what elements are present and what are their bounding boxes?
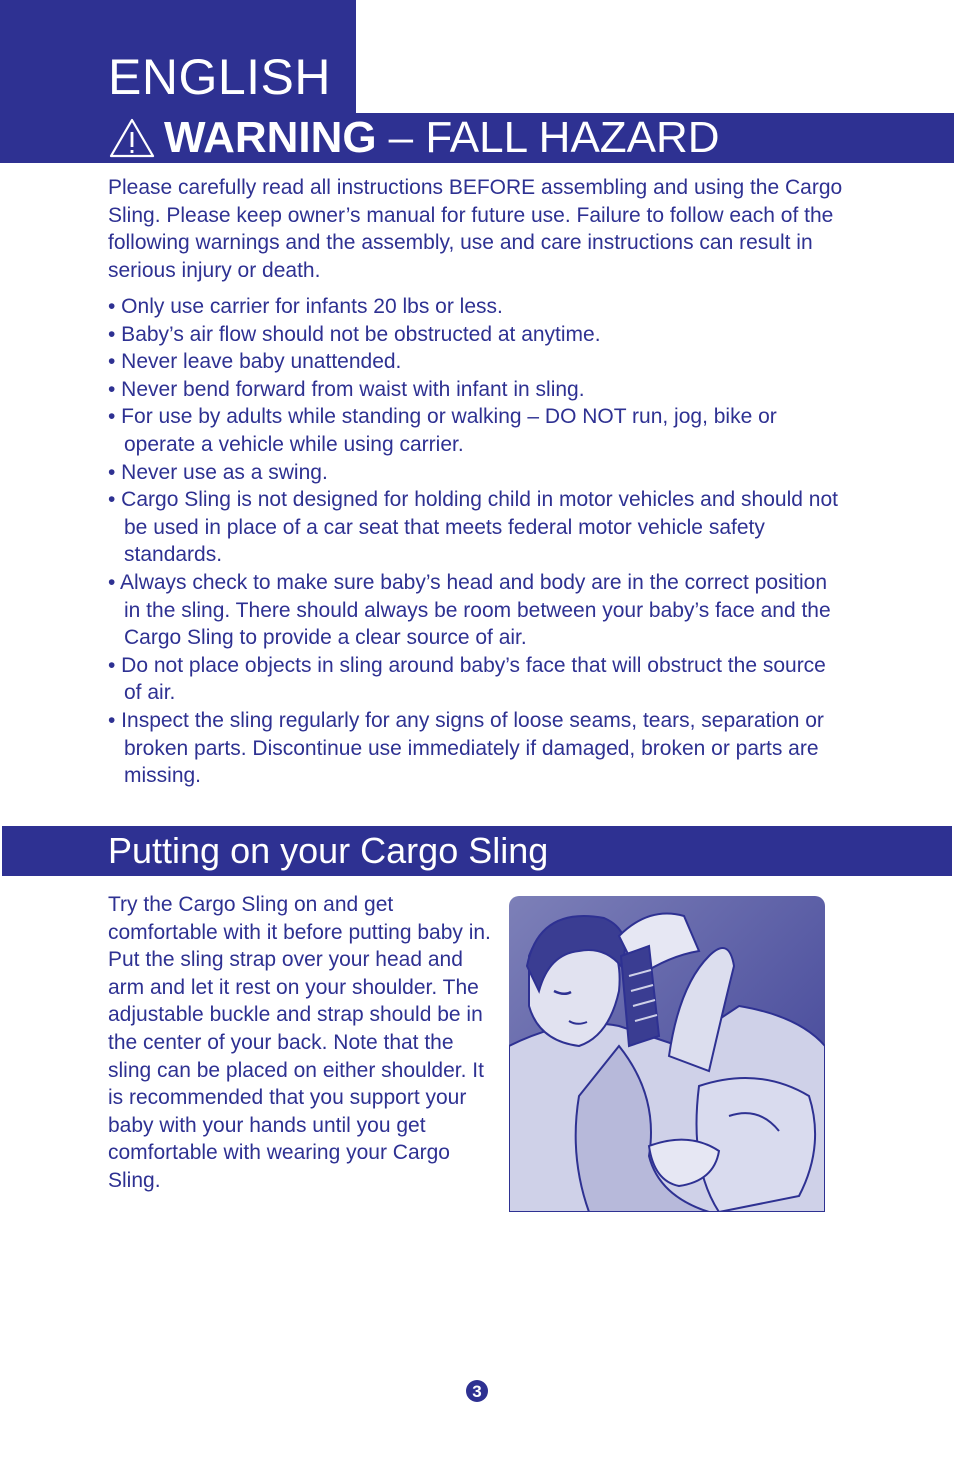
warning-item: • Baby’s air flow should not be obstructed at anytime. [108,322,601,346]
warning-item: • Always check to make sure baby’s head and body are in the correct position in the sling. There should always be room between your baby’s face and the Cargo Sling to provide a clear source of air. [108,570,831,650]
section-title: Putting on your Cargo Sling [108,830,549,871]
warning-item: • Only use carrier for infants 20 lbs or less. [108,295,503,318]
warning-item: • Never bend forward from waist with infant in sling. [108,377,585,401]
sling-illustration [509,896,825,1212]
warning-title [108,113,720,163]
section-body: Try the Cargo Sling on and get comfortable with it before putting baby in. Put the sling strap over your head and arm and let it rest on your shoulder. The adjustable buckle and strap should be in the center of your back. Note that the sling can be placed on either shoulder. It is recommended that you support your baby with your hands until you get comfortable with wearing your Cargo Sling. [108,893,491,1192]
warning-triangle-icon [108,117,156,159]
warning-label: WARNING [164,113,377,162]
warning-item: • Never leave baby unattended. [108,350,402,374]
page-number: 3 [472,1381,482,1401]
warning-item: • Inspect the sling regularly for any signs of loose seams, tears, separation or broken parts. Discontinue use immediately if damaged, broken or parts are missing. [108,708,824,788]
language-title: ENGLISH [108,49,332,105]
warning-item: • Cargo Sling is not designed for holding child in motor vehicles and should not be used in place of a car seat that meets federal motor vehicle safety standards. [108,488,838,567]
warning-item: • Never use as a swing. [108,460,328,484]
intro-paragraph: Please carefully read all instructions BEFORE assembling and using the Cargo Sling. Please keep owner’s manual for future use. Failure to follow each of the following warnings and the assembly, use and care instructions can result in serious injury or death. [108,176,843,282]
warning-item: • Do not place objects in sling around baby’s face that will obstruct the source of air. [108,653,826,705]
warning-hazard-label: – FALL HAZARD [388,113,720,162]
warning-list [108,293,848,790]
page-number-badge [466,1380,488,1402]
warning-item: • For use by adults while standing or walking – DO NOT run, jog, bike or operate a vehicle while using carrier. [108,405,777,456]
